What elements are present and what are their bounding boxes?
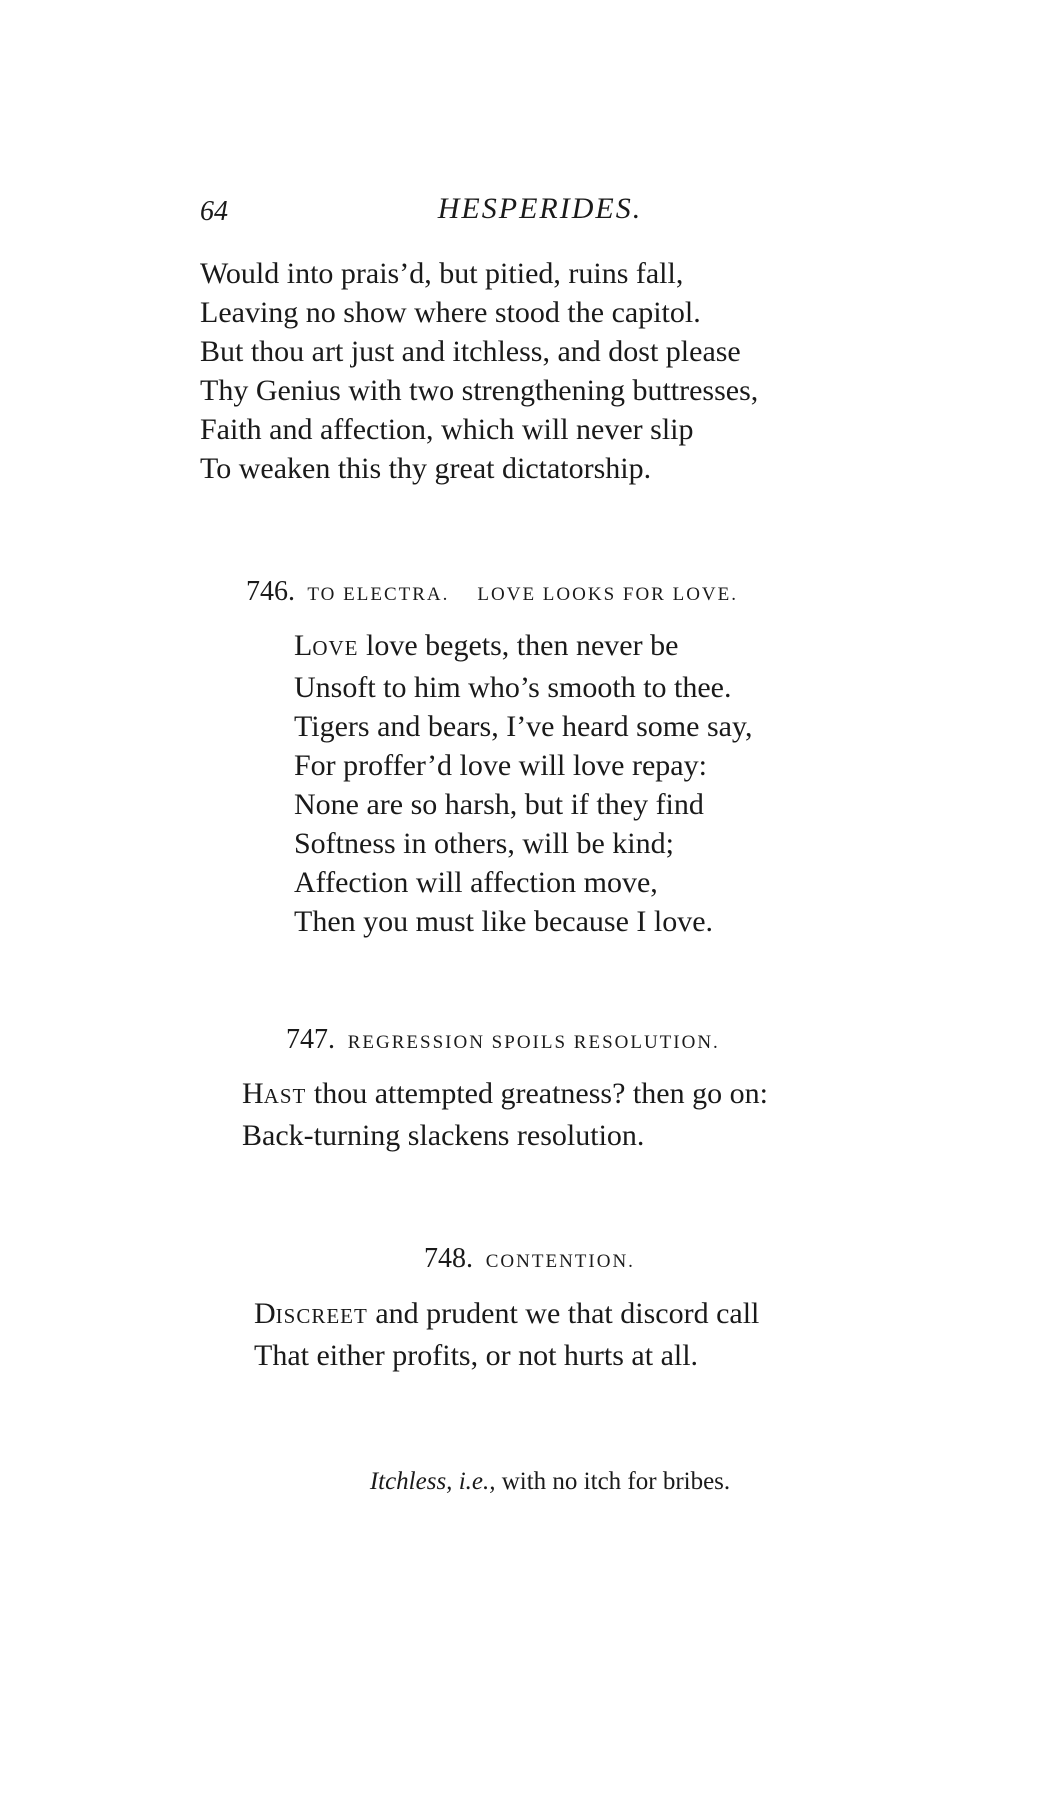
poem-line: Leaving no show where stood the capitol. — [200, 296, 701, 329]
poem-line: Thy Genius with two strengthening buttresses, — [200, 374, 759, 407]
poem-748-heading — [424, 1243, 635, 1275]
page-number: 64 — [200, 196, 228, 227]
poem-line: Faith and affection, which will never slip — [200, 413, 694, 446]
poem-title: CONTENTION. — [485, 1251, 635, 1272]
poem-line: None are so harsh, but if they find — [294, 788, 704, 821]
initial-capital: H — [242, 1077, 264, 1110]
poem-line: That either profits, or not hurts at all. — [254, 1339, 699, 1372]
poem-first-line — [254, 1294, 759, 1336]
poem-747-heading — [286, 1024, 720, 1056]
poem-line: Would into prais’d, but pitied, ruins fall, — [200, 257, 684, 290]
small-caps-word: AST — [263, 1084, 307, 1108]
poem-line: But thou art just and itchless, and dost please — [200, 335, 741, 368]
poem-747-stanza — [242, 1074, 768, 1155]
continued-poem-stanza — [200, 254, 758, 488]
poem-subtitle: LOVE LOOKS FOR LOVE. — [477, 584, 739, 605]
running-title: HESPERIDES. — [437, 192, 643, 225]
poem-line: Then you must like because I love. — [294, 905, 714, 938]
initial-capital: D — [254, 1297, 276, 1330]
poem-number: 747. — [286, 1024, 335, 1055]
poem-line: Softness in others, will be kind; — [294, 827, 674, 860]
poem-line: Unsoft to him who’s smooth to thee. — [294, 671, 732, 704]
small-caps-word: ISCREET — [275, 1304, 368, 1328]
footnote-text: with no itch for bribes. — [495, 1468, 731, 1495]
poem-line: For proffer’d love will love repay: — [294, 749, 707, 782]
first-line-text: and prudent we that discord call — [367, 1297, 760, 1330]
first-line-text: love begets, then never be — [358, 629, 679, 662]
footnote — [0, 1468, 1040, 1496]
poem-line: Affection will affection move, — [294, 866, 658, 899]
poem-746-stanza — [294, 626, 752, 941]
poem-line: Back-turning slackens resolution. — [242, 1119, 645, 1152]
poem-number: 746. — [246, 576, 295, 607]
poem-first-line — [294, 626, 752, 668]
first-line-text: thou attempted greatness? then go on: — [306, 1077, 768, 1110]
poem-number: 748. — [424, 1243, 473, 1274]
poem-title: REGRESSION SPOILS RESOLUTION. — [347, 1032, 720, 1053]
poem-line: To weaken this thy great dictatorship. — [200, 452, 652, 485]
footnote-abbr: i.e., — [458, 1468, 496, 1495]
footnote-term: Itchless, — [369, 1468, 453, 1495]
poem-line: Tigers and bears, I’ve heard some say, — [294, 710, 753, 743]
poem-first-line — [242, 1074, 768, 1116]
initial-capital: L — [294, 629, 313, 662]
poem-746-heading — [246, 576, 738, 608]
poem-title: TO ELECTRA. — [307, 584, 450, 605]
poem-748-stanza — [254, 1294, 759, 1375]
small-caps-word: OVE — [312, 636, 359, 660]
